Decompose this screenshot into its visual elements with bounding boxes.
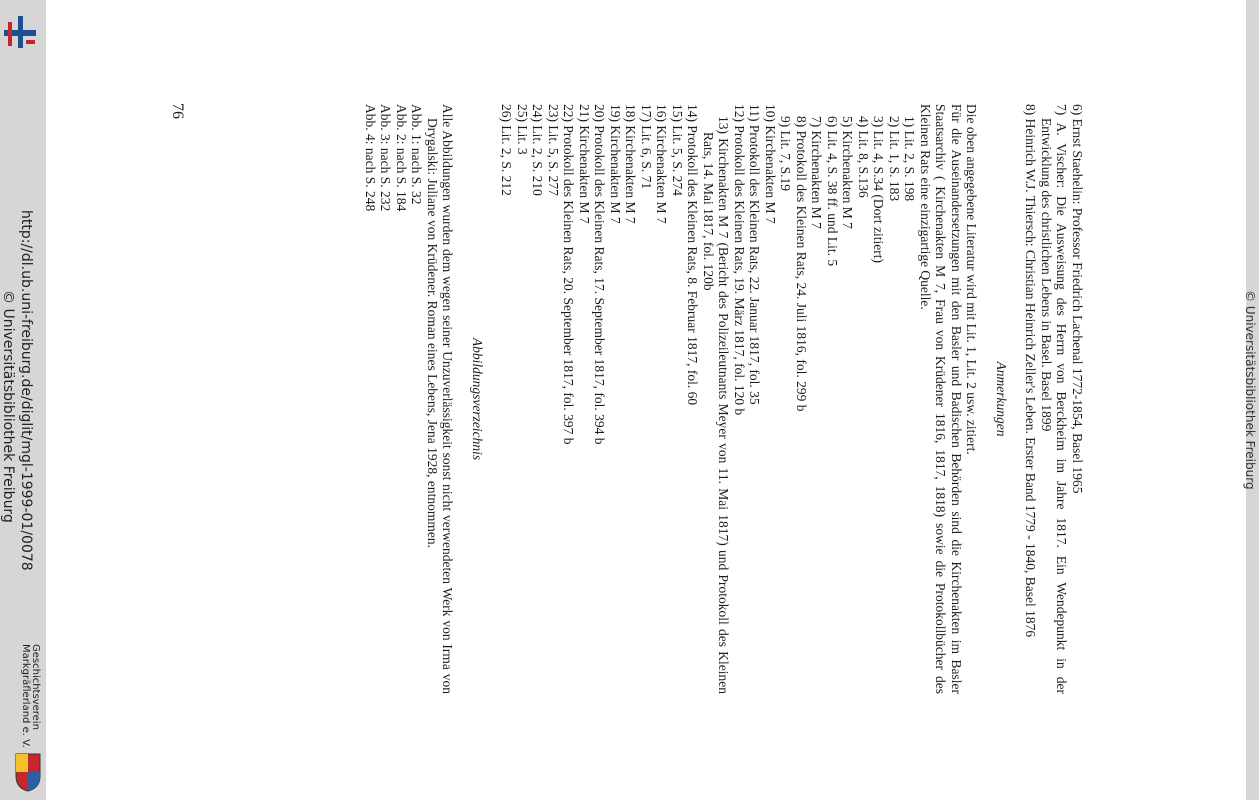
society-name-line1: Geschichtsverein (30, 644, 41, 730)
note-item: 4) Lit. 8, S.136 (856, 116, 871, 198)
note-item: 18) Kirchenakten M 7 (623, 104, 639, 224)
anmerkungen-sources: Für die Auseinandersetzungen mit den Basler und Badischen Behörden sind die Kirchenakten im Basler Staatsarchiv ( Kirchenakten M 7, Frau von Krüdener 1816, 1817, 1818) sowie die Protokollbücher des Kleinen Rats eine einzigartige Quelle. (918, 104, 964, 694)
note-item: 9) Lit. 7, S.19 (778, 116, 794, 192)
note-item: 10) Kirchenakten M 7 (763, 104, 778, 224)
reference-item: 8) Heinrich W.J. Thiersch: Christian Heinrich Zeller's Leben. Erster Band 1779 - 1840, Basel 1876 (1023, 104, 1039, 638)
figure-item: Abb. 1: nach S. 32 (409, 104, 425, 205)
figure-list (363, 104, 425, 694)
right-edge-watermark: © Universitätsbibliothek Freiburg (1243, 290, 1257, 490)
anmerkungen-heading: Anmerkungen (994, 361, 1009, 437)
copyright-watermark: © Universitätsbibliothek Freiburg (0, 290, 16, 523)
society-name (20, 644, 40, 748)
figure-item: Abb. 2: nach S. 184 (394, 104, 409, 212)
anmerkungen-intro: Die oben angegebene Literatur wird mit Lit. 1, Lit. 2 usw. zitiert. (964, 104, 980, 455)
note-item: 14) Protokoll des Kleinen Rats, 8. Februar 1817, fol. 60 (685, 104, 701, 406)
note-item: 12) Protokoll des Kleinen Rats, 19. März 1817, fol. 120 b (732, 104, 747, 416)
note-item: 23) Lit. 5, S. 277 (546, 104, 561, 196)
note-item: 26) Lit. 2, S. 212 (499, 104, 515, 196)
notes-list (499, 104, 918, 694)
figure-item: Abb. 3: nach S. 232 (378, 104, 394, 212)
reference-item: 6) Ernst Staehelin: Professor Friedrich Lachenal 1772-1854, Basel 1965 (1070, 104, 1085, 494)
reference-item: 7) A. Vischer: Die Ausweisung des Herrn von Berckheim im Jahre 1817. Ein Wendepunkt in der Entwicklung des christlichen Lebens in Basel. Basel 1899 (1039, 104, 1070, 694)
note-item: 2) Lit. 1, S. 183 (887, 116, 902, 202)
note-item: 20) Protokoll des Kleinen Rats, 17. September 1817, fol. 394 b (592, 104, 608, 445)
note-item: 24) Lit. 2, S. 210 (530, 104, 546, 196)
abbildungen-intro: Alle Abbildungen wurden dem wegen seiner Unzuverlässigkeit sonst nicht verwendeten Werk von Irma von Drygalski: Juliane von Krüdener. Roman eines Lebens, Jena 1928, entnommen. (425, 104, 456, 694)
society-name-line2: Markgräflerland e. V. (20, 644, 31, 748)
note-item: 25) Lit. 3 (515, 104, 530, 155)
note-item: 15) Lit. 5, S. 274 (670, 104, 685, 196)
note-item: 7) Kirchenakten M 7 (809, 116, 825, 229)
society-crest-icon (14, 752, 42, 792)
note-item: 17) Lit. 6, S. 71 (639, 104, 654, 190)
abbildungen-heading: Abbildungsverzeichnis (470, 337, 485, 461)
note-item: 21) Kirchenakten M 7 (577, 104, 592, 224)
reference-list (1023, 104, 1085, 694)
note-item: 22) Protokoll des Kleinen Rats, 20. September 1817, fol. 397 b (561, 104, 577, 445)
figure-item: Abb. 4: nach S. 248 (363, 104, 378, 212)
note-item: 6) Lit. 4, S. 38 ff. und Lit. 5 (825, 116, 840, 267)
page-number: 76 (169, 103, 186, 119)
note-item: 3) Lit. 4, S.34 (Dort zitiert) (871, 116, 887, 263)
note-item: 5) Kirchenakten M 7 (840, 116, 856, 229)
note-item: 1) Lit. 2, S. 198 (902, 116, 918, 202)
page-body (363, 104, 1086, 694)
note-item: 11) Protokoll des Kleinen Rats, 22. Januar 1817, fol. 35 (747, 104, 763, 405)
library-logo-icon (2, 14, 38, 50)
note-item: 8) Protokoll des Kleinen Rats, 24. Juli 1816, fol. 299 b (794, 116, 809, 412)
source-url[interactable]: http://dl.ub.uni-freiburg.de/diglit/mgl-1999-01/0078 (18, 210, 34, 571)
note-item: 19) Kirchenakten M 7 (608, 104, 623, 224)
note-item: 16) Kirchenakten M 7 (654, 104, 670, 224)
note-item: 13) Kirchenakten M 7 (Bericht des Polizeileutnants Meyer von 11. Mai 1817) und Protokoll des Kleinen Rats, 14. Mai 1817, fol. 120b (701, 116, 732, 694)
